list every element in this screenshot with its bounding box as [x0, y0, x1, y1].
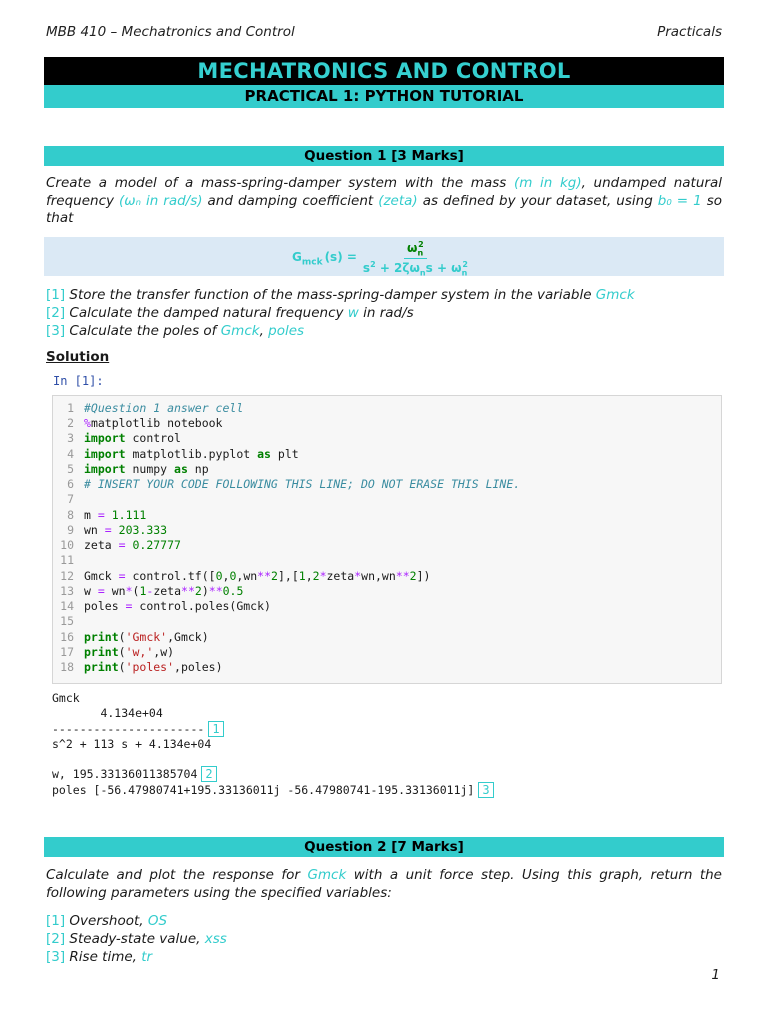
code-line: 6 # INSERT YOUR CODE FOLLOWING THIS LINE; DO NOT ERASE THIS LINE. [67, 477, 521, 491]
code-line: 7 [67, 492, 74, 506]
code-line: 4 import matplotlib.pyplot as plt [67, 447, 299, 461]
intro-var-mass: (m in kg) [513, 175, 582, 191]
output-line: poles [-56.47980741+195.33136011j -56.47980741-195.33136011j] 3 [52, 782, 494, 798]
code-line: 13 w = wn*(1-zeta**2)**0.5 [60, 584, 244, 598]
output-line: s^2 + 113 s + 4.134e+04 [52, 737, 212, 751]
list-item: [2] Calculate the damped natural frequency w in rad/s [46, 305, 414, 321]
question-2-heading: Question 2 [7 Marks] [44, 837, 724, 857]
intro-text: with a unit force step. Using this graph, return the following parameters using the specified variables: [46, 867, 722, 901]
question-1-heading: Question 1 [3 Marks] [44, 146, 724, 166]
intro-text: Create a model of a mass-spring-damper system with the mass [46, 175, 514, 191]
intro-var-b0: b₀ = 1 [657, 192, 702, 209]
document-subtitle: PRACTICAL 1: PYTHON TUTORIAL [44, 85, 724, 108]
question-1-intro [46, 175, 722, 228]
question-2-intro [46, 867, 722, 902]
code-line: 8 m = 1.111 [67, 508, 147, 522]
code-line: 1 #Question 1 answer cell [67, 401, 244, 415]
question-1-items [46, 286, 635, 340]
formula-numerator: $\omega_n^2$ [404, 240, 427, 259]
intro-text: and damping coefficient [202, 192, 379, 209]
cell-prompt: In [1]: [53, 374, 104, 388]
code-line: 11 [60, 553, 74, 567]
output-line: w, 195.33136011385704 2 [52, 766, 217, 782]
list-item: [3] Calculate the poles of Gmck, poles [46, 323, 305, 339]
code-line: 2 %matplotlib notebook [67, 416, 223, 430]
header-section: Practicals [657, 24, 722, 40]
code-line: 17 print('w,',w) [60, 645, 175, 659]
code-line: 14 poles = control.poles(Gmck) [60, 599, 271, 613]
header-course: MBB 410 – Mechatronics and Control [46, 24, 295, 40]
intro-text: Calculate and plot the response for [46, 867, 308, 883]
list-item: [2] Steady-state value, xss [46, 931, 227, 947]
formula-fraction [363, 240, 468, 278]
intro-text: , undamped natural frequency [46, 175, 722, 209]
output-line: ---------------------- 1 [52, 721, 224, 737]
list-item: [3] Rise time, tr [46, 949, 153, 965]
output-line: 4.134e+04 [52, 706, 163, 720]
list-item: [1] Overshoot, OS [46, 913, 168, 929]
question-2-items [46, 912, 227, 966]
code-line: 12 Gmck = control.tf([0,0,wn**2],[1,2*zeta*wn,wn**2]) [60, 569, 431, 583]
intro-var-gmck: Gmck [307, 867, 347, 883]
code-line: 3 import control [67, 431, 181, 445]
output-line: Gmck [52, 691, 80, 705]
answer-tag-2: 2 [201, 766, 216, 782]
page-number: 1 [711, 967, 720, 983]
code-line: 10 zeta = 0.27777 [60, 538, 181, 552]
code-cell[interactable] [52, 395, 722, 684]
code-line: 16 print('Gmck',Gmck) [60, 630, 209, 644]
code-line: 5 import numpy as np [67, 462, 209, 476]
formula-denominator: $s^2 + 2\zeta\omega_ns + \omega_n^2$ [362, 260, 468, 278]
intro-var-zeta: (zeta) [378, 192, 418, 209]
transfer-function-formula [292, 240, 468, 278]
list-item: [1] Store the transfer function of the mass-spring-damper system in the variable Gmck [46, 287, 635, 303]
code-line: 9 wn = 203.333 [67, 523, 168, 537]
intro-text: as defined by your dataset, using [417, 192, 658, 209]
solution-heading: Solution [46, 349, 110, 365]
answer-tag-3: 3 [478, 782, 493, 798]
code-line: 15 [60, 614, 74, 628]
answer-tag-1: 1 [208, 721, 223, 737]
formula-lhs: $G_{mck}$ (s) = [292, 250, 357, 268]
intro-var-wn: (ωₙ in rad/s) [119, 192, 203, 209]
intro-text: so that [46, 192, 722, 226]
document-title: MECHATRONICS AND CONTROL [44, 57, 724, 85]
code-line: 18 print('poles',poles) [60, 660, 223, 674]
